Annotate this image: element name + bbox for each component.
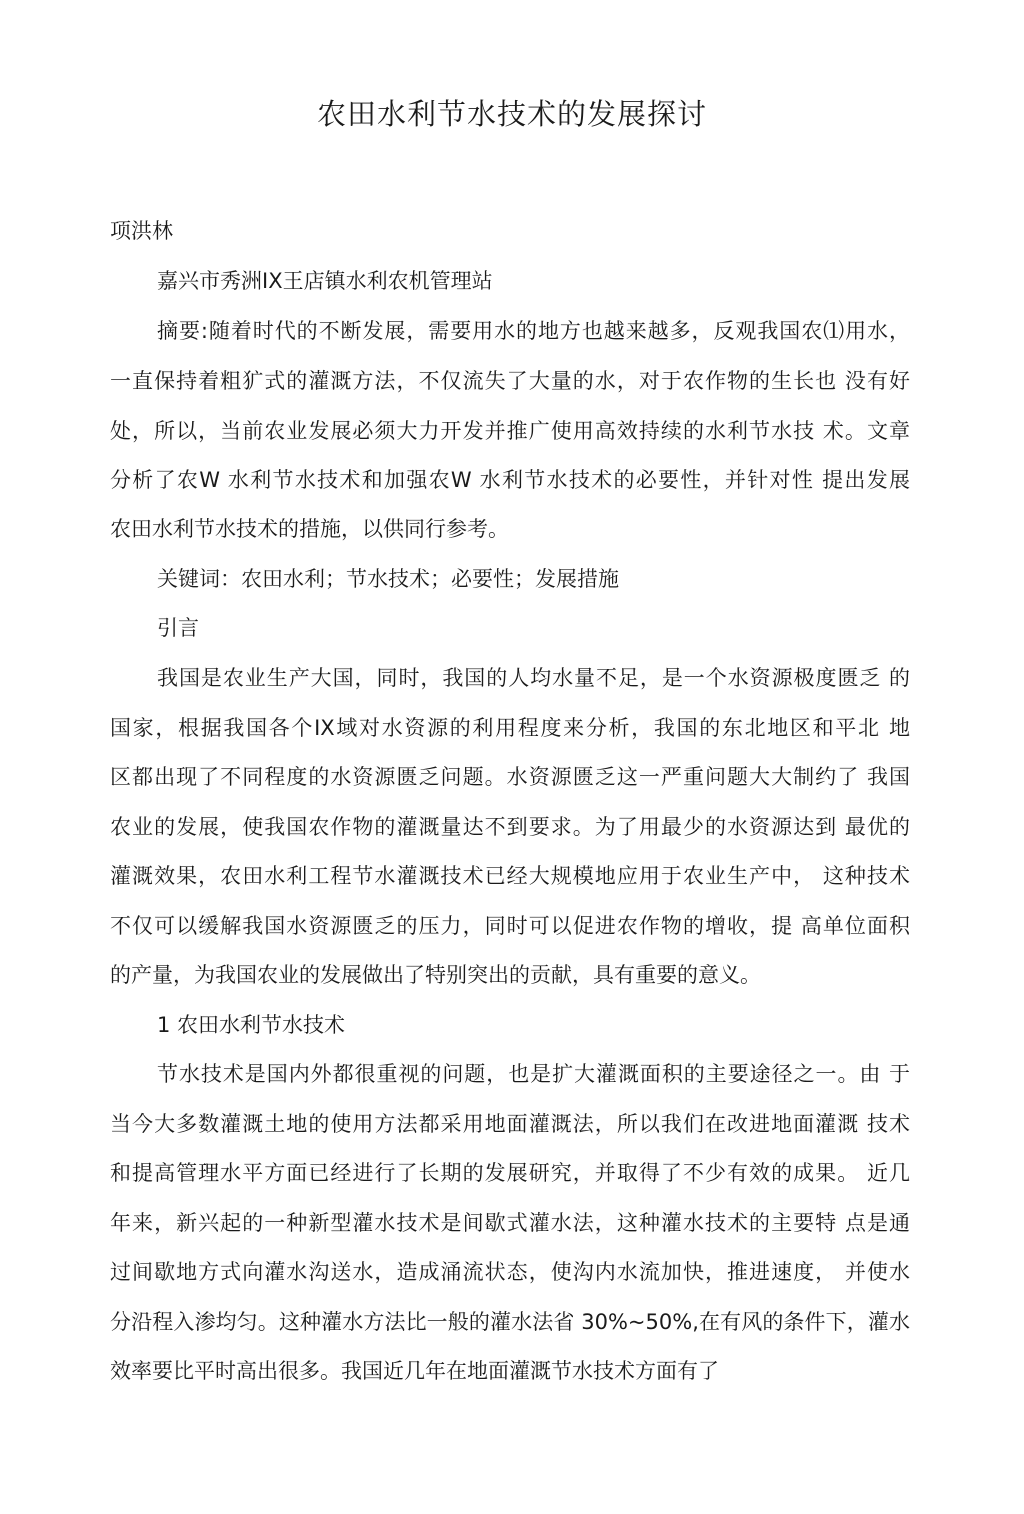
intro-heading: 引言 xyxy=(157,616,199,640)
section-1-line: 分沿程入渗均匀。这种灌水方法比一般的灌水法省 30%~50%,在有风的条件下，灌水 xyxy=(110,1310,910,1334)
abstract-line: 农田水利节水技术的措施，以供同行参考。 xyxy=(110,517,509,541)
section-1-line: 效率要比平时高出很多。我国近几年在地面灌溉节水技术方面有了 xyxy=(110,1359,719,1383)
intro-line: 我国是农业生产大国，同时，我国的人均水量不足，是一个水资源极度匮乏 的 xyxy=(157,666,910,690)
intro-line: 农业的发展，使我国农作物的灌溉量达不到要求。为了用最少的水资源达到 最优的 xyxy=(110,815,910,839)
author-name: 项洪林 xyxy=(110,219,173,243)
abstract-line: 分析了农W 水利节水技术和加强农W 水利节水技术的必要性，并针对性 提出发展 xyxy=(110,468,910,492)
section-1-line: 和提高管理水平方面已经进行了长期的发展研究，并取得了不少有效的成果。 近几 xyxy=(110,1161,910,1185)
section-1-line: 节水技术是国内外都很重视的问题，也是扩大灌溉面积的主要途径之一。由 于 xyxy=(157,1062,910,1086)
abstract-line: 摘要:随着时代的不断发展，需要用水的地方也越来越多，反观我国农⑴用水， xyxy=(157,319,910,343)
intro-line: 的产量，为我国农业的发展做出了特别突出的贡献，具有重要的意义。 xyxy=(110,963,761,987)
keywords: 关键词：农田水利；节水技术；必要性；发展措施 xyxy=(157,567,619,591)
document-title: 农田水利节水技术的发展探讨 xyxy=(316,97,707,131)
intro-line: 区都出现了不同程度的水资源匮乏问题。水资源匮乏这一严重问题大大制约了 我国 xyxy=(110,765,910,789)
author-affiliation: 嘉兴市秀洲IX王店镇水利农机管理站 xyxy=(157,269,493,293)
abstract-line: 一直保持着粗犷式的灌溉方法，不仅流失了大量的水，对于农作物的生长也 没有好 xyxy=(110,369,910,393)
section-1-line: 过间歇地方式向灌水沟送水，造成涌流状态，使沟内水流加快，推进速度， 并使水 xyxy=(110,1260,910,1284)
section-1-line: 当今大多数灌溉土地的使用方法都采用地面灌溉法，所以我们在改进地面灌溉 技术 xyxy=(110,1112,910,1136)
section-1-heading: 1 农田水利节水技术 xyxy=(157,1013,346,1037)
intro-line: 国家，根据我国各个IX域对水资源的利用程度来分析，我国的东北地区和平北 地 xyxy=(110,716,910,740)
abstract-line: 处，所以，当前农业发展必须大力开发并推广使用高效持续的水利节水技 术。文章 xyxy=(110,419,910,443)
intro-line: 灌溉效果，农田水利工程节水灌溉技术已经大规模地应用于农业生产中， 这种技术 xyxy=(110,864,910,888)
intro-line: 不仅可以缓解我国水资源匮乏的压力，同时可以促进农作物的增收，提 高单位面积 xyxy=(110,914,910,938)
section-1-line: 年来，新兴起的一种新型灌水技术是间歇式灌水法，这种灌水技术的主要特 点是通 xyxy=(110,1211,910,1235)
